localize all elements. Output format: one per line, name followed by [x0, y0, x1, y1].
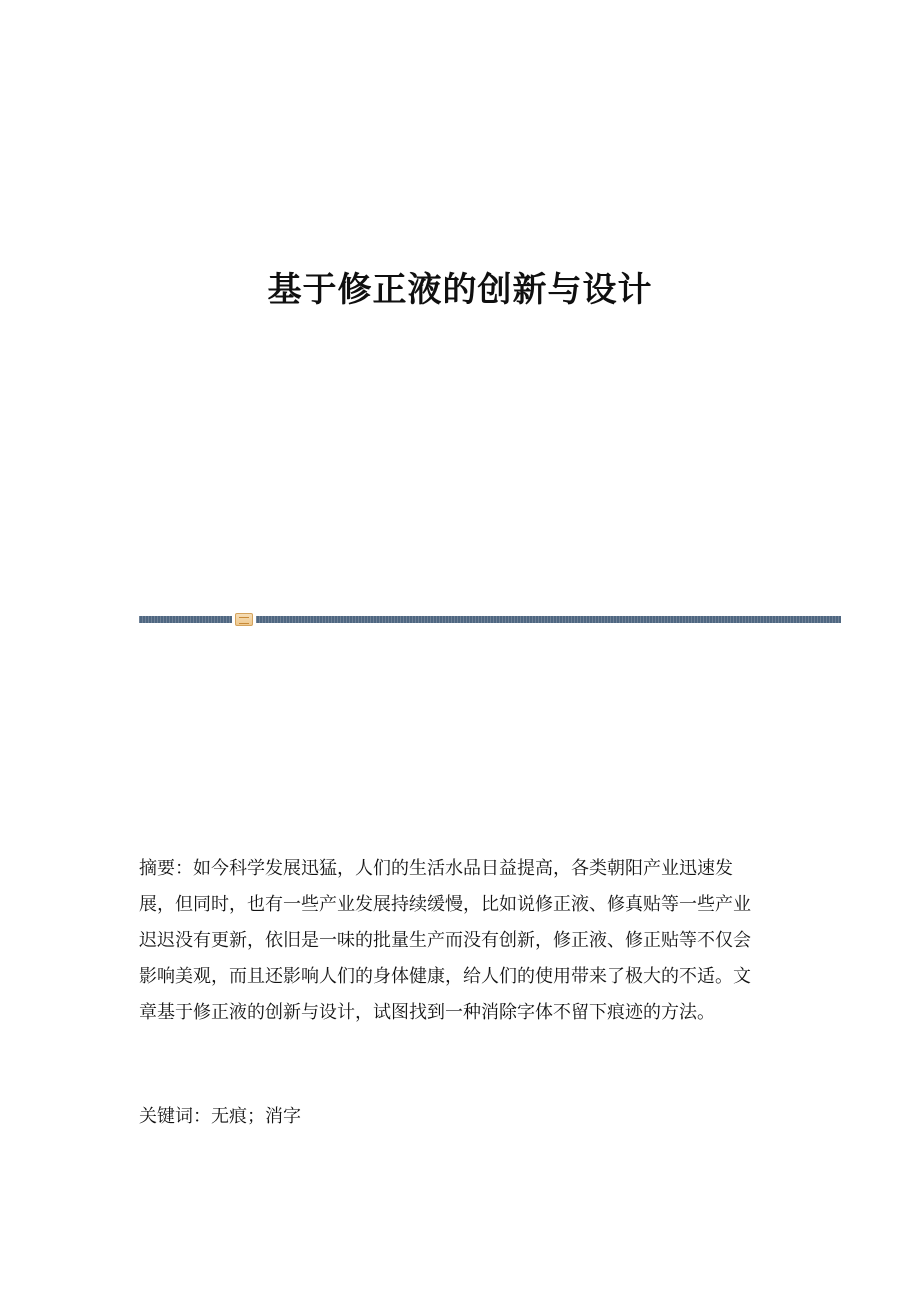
abstract-line: 迟迟没有更新，依旧是一味的批量生产而没有创新，修正液、修正贴等不仅会 — [139, 930, 751, 951]
abstract-line: 影响美观，而且还影响人们的身体健康，给人们的使用带来了极大的不适。文 — [139, 966, 751, 987]
title-divider — [139, 613, 841, 627]
abstract-line: 展，但同时，也有一些产业发展持续缓慢，比如说修正液、修真贴等一些产业 — [139, 894, 751, 915]
keywords-line: 关键词：无痕；消字 — [139, 1106, 301, 1127]
page-title: 基于修正液的创新与设计 — [267, 270, 653, 310]
abstract-line: 摘要：如今科学发展迅猛，人们的生活水品日益提高，各类朝阳产业迅速发 — [139, 858, 733, 879]
divider-left-bar — [139, 616, 232, 623]
abstract-block — [139, 851, 771, 1031]
abstract-line: 章基于修正液的创新与设计，试图找到一种消除字体不留下痕迹的方法。 — [139, 1002, 715, 1023]
divider-ornament-icon — [235, 613, 253, 626]
divider-right-bar — [256, 616, 841, 623]
